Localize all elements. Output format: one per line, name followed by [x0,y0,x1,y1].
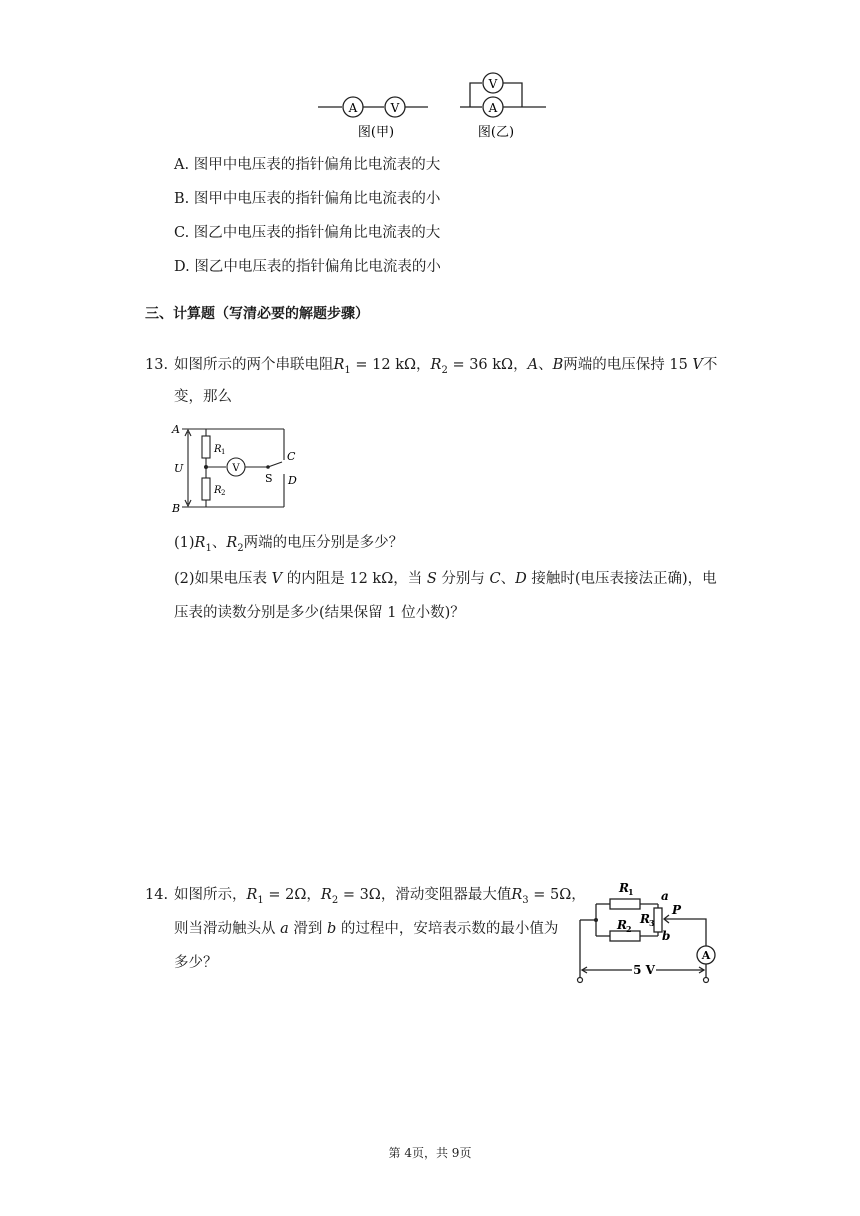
figure-yi-circuit [460,73,546,117]
label-ammeter: A [701,949,711,962]
switch-pivot-dot [266,465,270,469]
figure-jia-ammeter-letter: A [348,101,358,115]
option-text: 图甲中电压表的指针偏角比电流表的大 [193,157,441,173]
label-a: A [172,423,180,436]
label-r2: R [214,485,222,496]
option-a [174,155,440,175]
terminal-right [704,978,709,983]
label-d: D [288,474,297,487]
question-13-number: 13. [145,357,169,373]
label-c: C [287,450,296,463]
label-b: B [172,502,181,515]
option-text: 图乙中电压表的指针偏角比电流表的大 [193,225,441,241]
label-5v: 5 V [633,963,655,977]
figure-yi-caption: 图(乙) [477,125,515,140]
label-r2-sub: 2 [221,489,226,497]
label-u: U [174,462,184,475]
question-13-part-1: $(1)R_1$、$R_2$两端的电压分别是多少？ [174,535,404,554]
question-13-stem-line2: 变，那么 [174,389,232,405]
option-letter: B. [174,191,190,207]
question-13-part-2-line1: (2)如果电压表 V 的内阻是 12 kΩ，当 S 分别与 C、D 接触时(电压表接法正确)，电 [174,571,717,587]
question-14-stem-line2: 则当滑动触头从 a 滑到 b 的过程中，安培表示数的最小值为 [174,921,559,937]
figure-jia-circuit [318,97,428,117]
label-r1-sub: 1 [628,887,634,897]
label-b: b [662,929,671,943]
figure-jia-caption: 图(甲) [357,125,395,140]
question-14-number: 14. [145,887,169,903]
option-text: 图甲中电压表的指针偏角比电流表的小 [193,191,441,207]
question-14-stem-line3: 多少？ [174,955,218,971]
junction-dot [594,918,598,922]
label-r1: R [619,881,629,895]
section-heading: 三、计算题（写清必要的解题步骤） [145,306,369,322]
terminal-left [578,978,583,983]
option-letter: C. [174,225,190,241]
label-r1-sub: 1 [221,448,226,456]
question-13-circuit-figure [168,420,308,520]
question-13-part-2-line2: 压表的读数分别是多少(结果保留 1 位小数)？ [174,605,465,621]
meter-connection-figure [310,66,560,144]
option-text: 图乙中电压表的指针偏角比电流表的小 [194,259,441,275]
option-d [174,257,441,277]
page-footer: 第 4页，共 9页 [388,1146,472,1160]
question-14-stem-line1: 如图所示，$R_1 = 2\Omega$，$R_2 = 3\Omega$，滑动变阻器最大值$R_3 = 5\Omega$， [174,887,586,906]
label-r2-sub: 2 [626,924,632,934]
junction-dot [204,465,208,469]
figure-jia-voltmeter-letter: V [390,101,400,115]
option-letter: A. [174,157,190,173]
question-13-stem-line1: 如图所示的两个串联电阻$R_1 = 12$ kΩ，$R_2 = 36$ kΩ，A、B两端的电压保持 15 V不 [174,357,718,376]
label-r2: R [617,918,627,932]
label-r1: R [214,444,222,455]
option-letter: D. [174,259,190,275]
label-voltmeter: V [232,463,240,474]
label-p: P [672,903,682,917]
label-r3-sub: 3 [649,918,655,928]
label-a: a [661,889,669,903]
option-c [174,223,440,243]
option-b [174,189,440,209]
figure-yi-ammeter-letter: A [488,101,498,115]
question-14-circuit-figure [572,876,722,986]
label-r3: R [640,912,650,926]
figure-yi-voltmeter-letter: V [488,77,498,91]
label-s: S [265,472,273,485]
